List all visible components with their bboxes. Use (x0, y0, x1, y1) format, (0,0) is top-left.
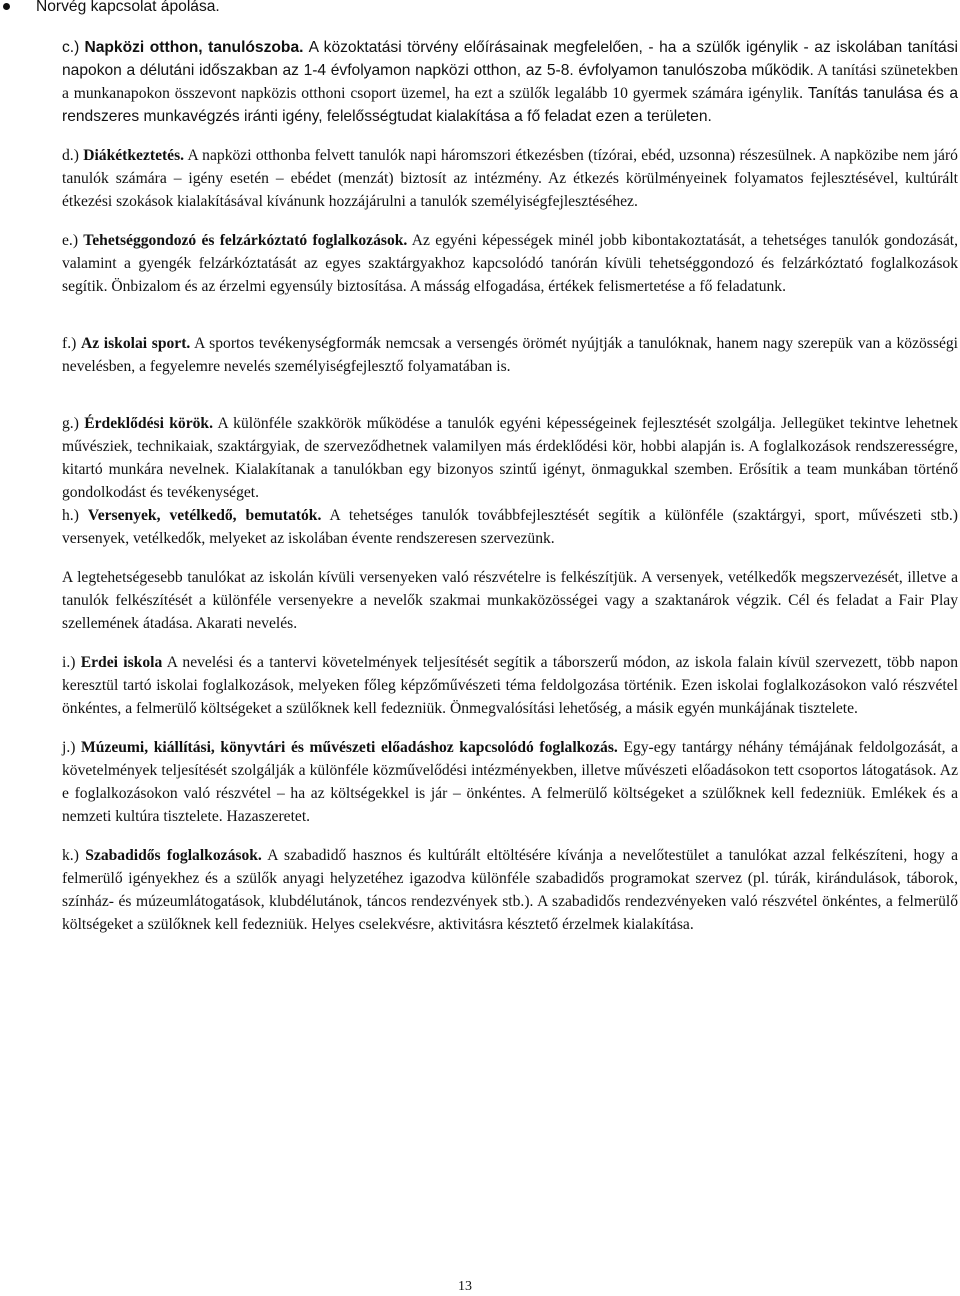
page-number: 13 (458, 1279, 472, 1294)
section-e-body: Az egyéni képességek minél jobb kibontakoztatását, a tehetséges tanulók gondozását, valamint a gyengék felzárkóztatását az egyes szaktárgyakhoz kapcsolódó tanórán kívüli tehetséggondozó és felzárkóztató foglalkozások segítik. Önbizalom és az érzelmi egyensúly biztosítása. A másság elfogadása, értékek felismertetése a fő feladatunk. (62, 232, 959, 295)
section-f-body: A sportos tevékenységformák nemcsak a versengés örömét nyújtják a tanulóknak, hanem nagy szerepük van a közösségi nevelésben, a fegyelemre nevelés személyiségfejlesztő folyamatában is. (62, 335, 958, 375)
section-h-label: h.) (62, 507, 79, 524)
section-g-title: Érdeklődési körök. (84, 415, 213, 432)
section-g (62, 412, 958, 504)
section-c-title: Napközi otthon, tanulószoba. (84, 39, 304, 56)
section-h-body: A tehetséges tanulók továbbfejlesztését segítik a különféle (szaktárgyi, sport, művészeti stb.) versenyek, vetélkedők, melyeket az iskolában évente rendszeresen szervezünk. (62, 507, 958, 547)
section-c-body1: A közoktatási törvény előírásainak megfelelően, - ha a szülők igénylik - az iskolában tanítási napokon a délutáni időszakban az 1-4 évfolyamon napközi otthon, az 5-8. évfolyamon tanulószoba működik. (62, 39, 958, 79)
section-d-label: d.) (62, 147, 79, 164)
section-f-title: Az iskolai sport. (80, 335, 191, 352)
section-k (62, 844, 958, 936)
document-body (62, 36, 958, 936)
section-j-title: Múzeumi, kiállítási, könyvtári és művészeti előadáshoz kapcsolódó foglalkozás. (81, 739, 618, 756)
section-d-body1: A napközi otthonba felvett tanulók napi háromszori étkezésben (tízórai, ebéd, uzsonna) részesülnek. (187, 147, 817, 164)
section-c-body3: Tanítás tanulása és a rendszeres munkavégzés iránti igény, felelősségtudat kialakítása a fő feladat ezen a területen. (62, 85, 958, 125)
section-j-label: j.) (62, 739, 76, 756)
section-e-label: e.) (62, 232, 79, 249)
section-d (62, 144, 958, 213)
section-k-body: A szabadidő hasznos és kultúrált eltöltésére kívánja a nevelőtestület a tanulókat azzal felkészíteni, hogy a felmerülő igényekhez és a szülők anyagi helyzetéhez igazodva különféle szabadidős programokat szervez (pl. túrák, kirándulások, táborok, színház- és múzeumlátogatások, klubdélutánok, táncos rendezvények stb.). A szabadidős rendezvényeken való részvétel önkéntes, a felmerülő költségeket a szülőknek kell fedezniük. Helyes cselekvésre, aktivitásra késztető érzelmek kialakítása. (62, 847, 958, 933)
section-k-label: k.) (62, 847, 79, 864)
section-g-label: g.) (62, 415, 79, 432)
section-j-body: Egy-egy tantárgy néhány témájának feldolgozását, a követelmények teljesítését szolgálják a különféle közművelődési intézményekben, illetve művészeti előadásokon tett csoportos látogatások. Az e foglalkozásokon való részvétel – ha az költségekkel is jár – önkéntes. A felmerülő költségeket a szülőknek kell fedezniük. Emlékek és a nemzeti kultúra tisztelete. Hazaszeretet. (62, 739, 959, 825)
section-f-label: f.) (62, 335, 77, 352)
section-i-label: i.) (62, 654, 76, 671)
section-c (62, 36, 958, 128)
section-j (62, 736, 958, 828)
section-e (62, 229, 958, 298)
section-h-body2: A legtehetségesebb tanulókat az iskolán kívüli versenyeken való részvételre is felkészítjük. A versenyek, vetélkedők megszervezését, illetve a tanulók felkészítését a különféle versenyekre a nevelők szakmai munkaközösségei vagy a szaktanárok végzik. Cél és feladat a Fair Play szellemének átadása. Akarati nevelés. (62, 569, 958, 632)
section-c-label: c.) (62, 39, 80, 56)
section-i-body: A nevelési és a tantervi követelmények teljesítését segítik a táborszerű módon, az iskola falain kívül szervezett, több napon keresztül tartó iskolai foglalkozások, melyeken főleg képzőművészeti téma feldolgozása történik. Ezen iskolai foglalkozásokon való részvétel önkéntes, a felmerülő költségeket a szülőknek kell fedezniük. Önmegvalósítási lehetőség, a másik egyén munkájának tisztelete. (62, 654, 959, 717)
section-f (62, 332, 958, 378)
section-i (62, 651, 958, 720)
section-g-body: A különféle szakkörök működése a tanulók egyéni képességeinek fejlesztését szolgálja. Jellegüket tekintve lehetnek művésziek, technikaiak, szaktárgyiak, de szerveződhetnek valamilyen más érdeklődési kör, hobbi alapján is. A foglalkozások rendszerességre, kitartó munkára nevelnek. Kialakítanak a tanulókban egy bizonyos szintű igényt, önmagukkal szemben. Erősítik a team munkában történő gondolkodást és tevékenységet. (62, 415, 958, 501)
section-k-title: Szabadidős foglalkozások. (85, 847, 262, 864)
section-d-title: Diákétkeztetés. (83, 147, 185, 164)
section-e-title: Tehetséggondozó és felzárkóztató foglalkozások. (83, 232, 408, 249)
section-h (62, 504, 958, 550)
section-d-body2: A napközibe nem járó tanulók számára – igény esetén – ebédet (menzát) biztosít az intézmény. Az étkezés körülményeinek folyamatos fejlesztésével, kultúrált étkezési szokások kialakításával kívánunk hozzájárulni a tanulók személyiségfejlesztéséhez. (62, 147, 958, 210)
bullet-item (0, 0, 220, 18)
bullet-dot-icon (3, 3, 10, 10)
bullet-text: Norvég kapcsolat ápolása. (36, 0, 220, 15)
section-c-body2: A tanítási szünetekben a munkanapokon összevont napközis otthoni csoport üzemel, ha ezt a szülők legalább 10 gyermek számára igénylik. (62, 62, 958, 102)
section-h-title: Versenyek, vetélkedő, bemutatók. (87, 507, 322, 524)
section-i-title: Erdei iskola (80, 654, 163, 671)
section-h-paragraph-2 (62, 566, 958, 635)
